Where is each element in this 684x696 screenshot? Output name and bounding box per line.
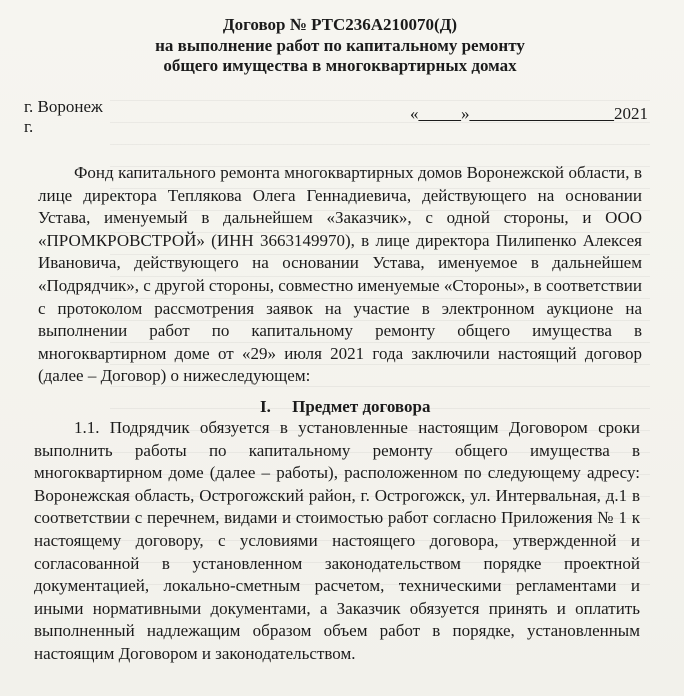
city-abbrev: г. bbox=[24, 117, 34, 136]
city-name: г. Воронеж bbox=[24, 97, 103, 116]
contract-subtitle-line1: на выполнение работ по капитальному ремонту bbox=[155, 36, 525, 55]
preamble-paragraph bbox=[38, 162, 642, 388]
date-close-quote: » bbox=[461, 104, 470, 123]
date-day-blank: _____ bbox=[418, 104, 461, 123]
section-number: I. bbox=[260, 397, 271, 416]
date-year: 2021 bbox=[614, 104, 648, 123]
section-title: Предмет договора bbox=[292, 397, 431, 416]
date-open-quote: « bbox=[410, 104, 419, 123]
date-month-blank: _________________ bbox=[469, 104, 614, 123]
clause-1-1-text: 1.1. Подрядчик обязуется в установленные настоящим Договором сроки выполнить работы по капитальному ремонту общего имущества в многоквартирном доме (далее – работы), расположенном по следующему адресу: Воронежская область, Острогожский район, г. Острогожск, ул. Интервальная, д.1 в соответствии с перечнем, видами и стоимостью работ согласно Приложения № 1 к настоящему договору, с условиями настоящего договора, утвержденной и согласованной в установленном законодательством порядке проектной документацией, локально-сметным расчетом, техническими регламентами и иными нормативными документами, а Заказчик обязуется принять и оплатить выполненный надлежащим образом объем работ в порядке, установленным настоящим Договором и законодательством. bbox=[34, 418, 640, 663]
preamble-text: Фонд капитального ремонта многоквартирных домов Воронежской области, в лице директора Теплякова Олега Геннадиевича, действующего на основании Устава, именуемый в дальнейшем «Заказчик», с одной стороны, и ООО «ПРОМКРОВСТРОЙ» (ИНН 3663149970), в лице директора Пилипенко Алексея Ивановича, действующего на основании Устава, именуемое в дальнейшем «Подрядчик», с другой стороны, совместно именуемые «Стороны», в соответствии с протоколом рассмотрения заявок на участие в электронном аукционе на выполнении работ по капитальному ремонту общего имущества в многоквартирном доме от «29» июля 2021 года заключили настоящий договор (далее – Договор) о нижеследующем: bbox=[38, 163, 642, 386]
section-heading bbox=[260, 397, 430, 417]
contract-date bbox=[410, 104, 648, 124]
clause-1-1 bbox=[34, 417, 640, 666]
contract-title: Договор № РТС236А210070(Д) bbox=[222, 15, 458, 34]
contract-subtitle-line2: общего имущества в многоквартирных домах bbox=[163, 56, 517, 75]
